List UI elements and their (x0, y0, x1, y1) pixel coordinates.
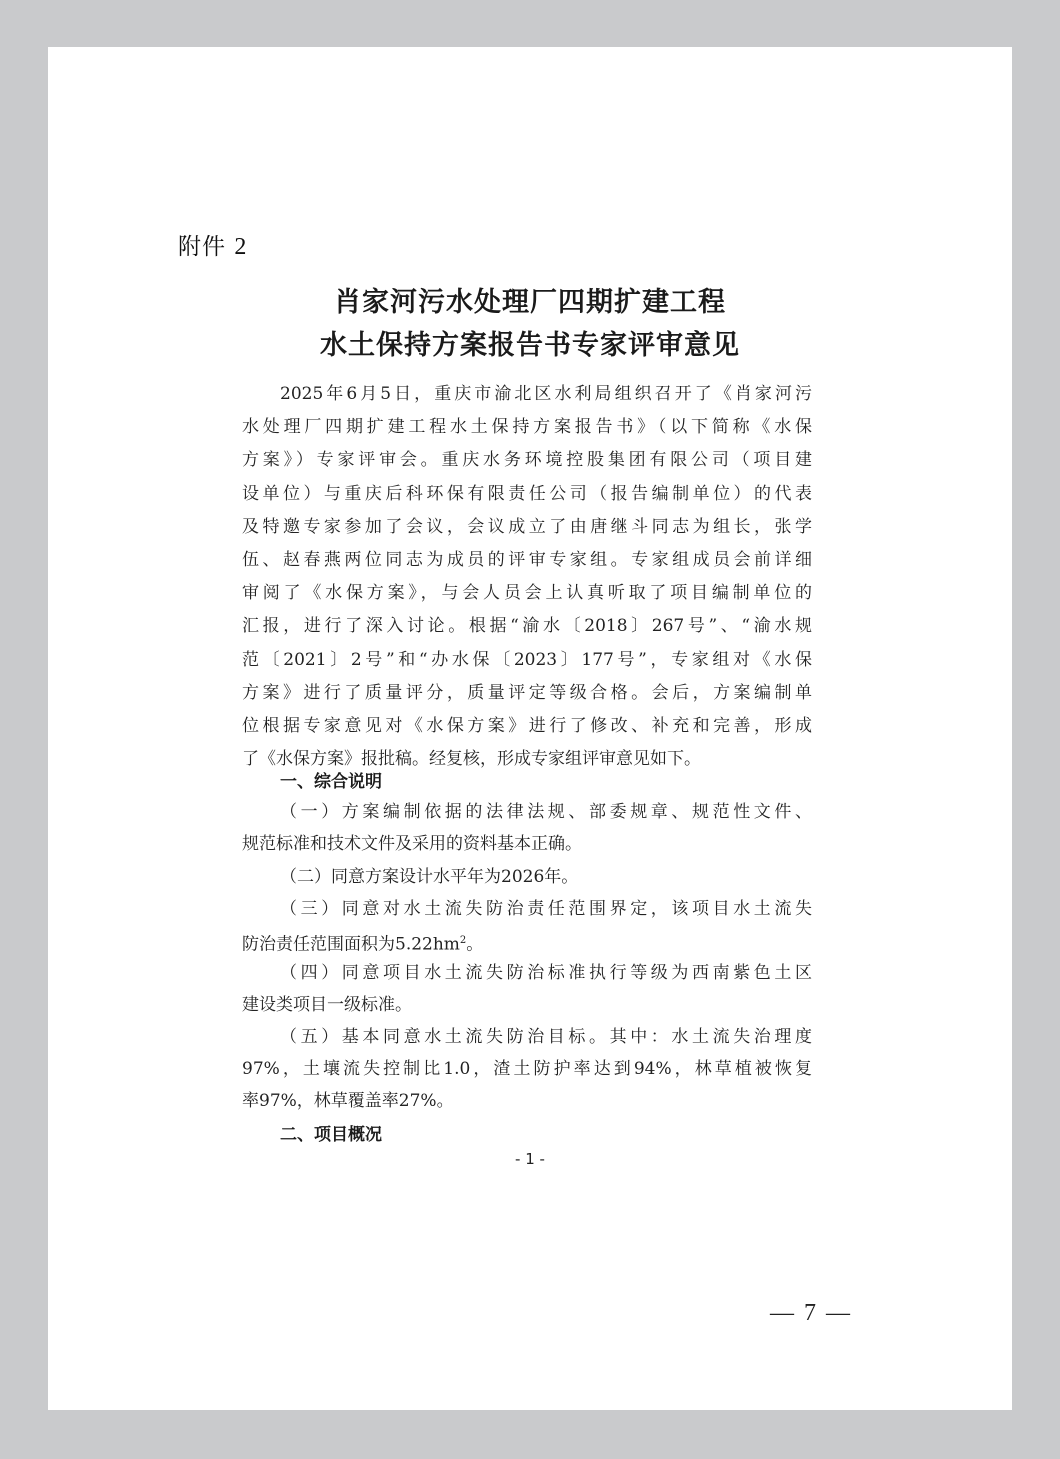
intro-line: 方案》进行了质量评分，质量评定等级合格。会后，方案编制单 (242, 682, 812, 703)
document-title-line-2: 水土保持方案报告书专家评审意见 (320, 330, 740, 361)
intro-line: 了《水保方案》报批稿。经复核，形成专家组评审意见如下。 (242, 749, 701, 770)
section-heading-project: 二、项目概况 (280, 1125, 382, 1145)
document-title-line-1: 肖家河污水处理厂四期扩建工程 (334, 287, 726, 318)
intro-line: 2025年6月5日，重庆市渝北区水利局组织召开了《肖家河污 (280, 384, 812, 404)
attachment-number: 2 (234, 234, 248, 260)
intro-line: 位根据专家意见对《水保方案》进行了修改、补充和完善，形成 (242, 715, 812, 736)
attachment-label: 附件 2 (178, 234, 248, 260)
intro-line: 设单位）与重庆后科环保有限责任公司（报告编制单位）的代表 (242, 483, 812, 504)
intro-line: 及特邀专家参加了会议，会议成立了由唐继斗同志为组长，张学 (242, 516, 812, 537)
section-item-3: （三）同意对水土流失防治责任范围界定，该项目水土流失 防治责任范围面积为$5.22hm^2$。 (242, 899, 812, 955)
intro-line: 审阅了《水保方案》，与会人员会上认真听取了项目编制单位的 (242, 583, 812, 604)
section-item-4: （四）同意项目水土流失防治标准执行等级为西南紫色土区 建设类项目一级标准。 (242, 963, 812, 1015)
intro-line: 水处理厂四期扩建工程水土保持方案报告书》（以下简称《水保 (242, 417, 812, 438)
intro-line: 伍、赵春燕两位同志为成员的评审专家组。专家组成员会前详细 (242, 549, 812, 570)
intro-line: 方案》）专家评审会。重庆水务环境控股集团有限公司（项目建 (242, 450, 812, 471)
intro-line: 范〔2021〕2号”和“办水保〔2023〕177号”，专家组对《水保 (242, 649, 812, 670)
section-item-2: （二）同意方案设计水平年为2026年。 (280, 867, 579, 887)
section-heading-overview: 一、综合说明 (280, 772, 382, 792)
intro-line: 汇报，进行了深入讨论。根据“渝水〔2018〕267号”、“渝水规 (242, 616, 812, 637)
section-item-1: （一）方案编制依据的法律法规、部委规章、规范性文件、 规范标准和技术文件及采用的资料基本正确。 (242, 802, 812, 854)
inner-page-number: - 1 - (515, 1150, 545, 1168)
section-item-5: （五）基本同意水土流失防治目标。其中：水土流失治理度 97%，土壤流失控制比1.0，渣土防护率达到94%，林草植被恢复 率97%，林草覆盖率27%。 (242, 1027, 812, 1111)
intro-paragraph (242, 378, 812, 776)
outer-page-number: — 7 — (770, 1300, 852, 1326)
